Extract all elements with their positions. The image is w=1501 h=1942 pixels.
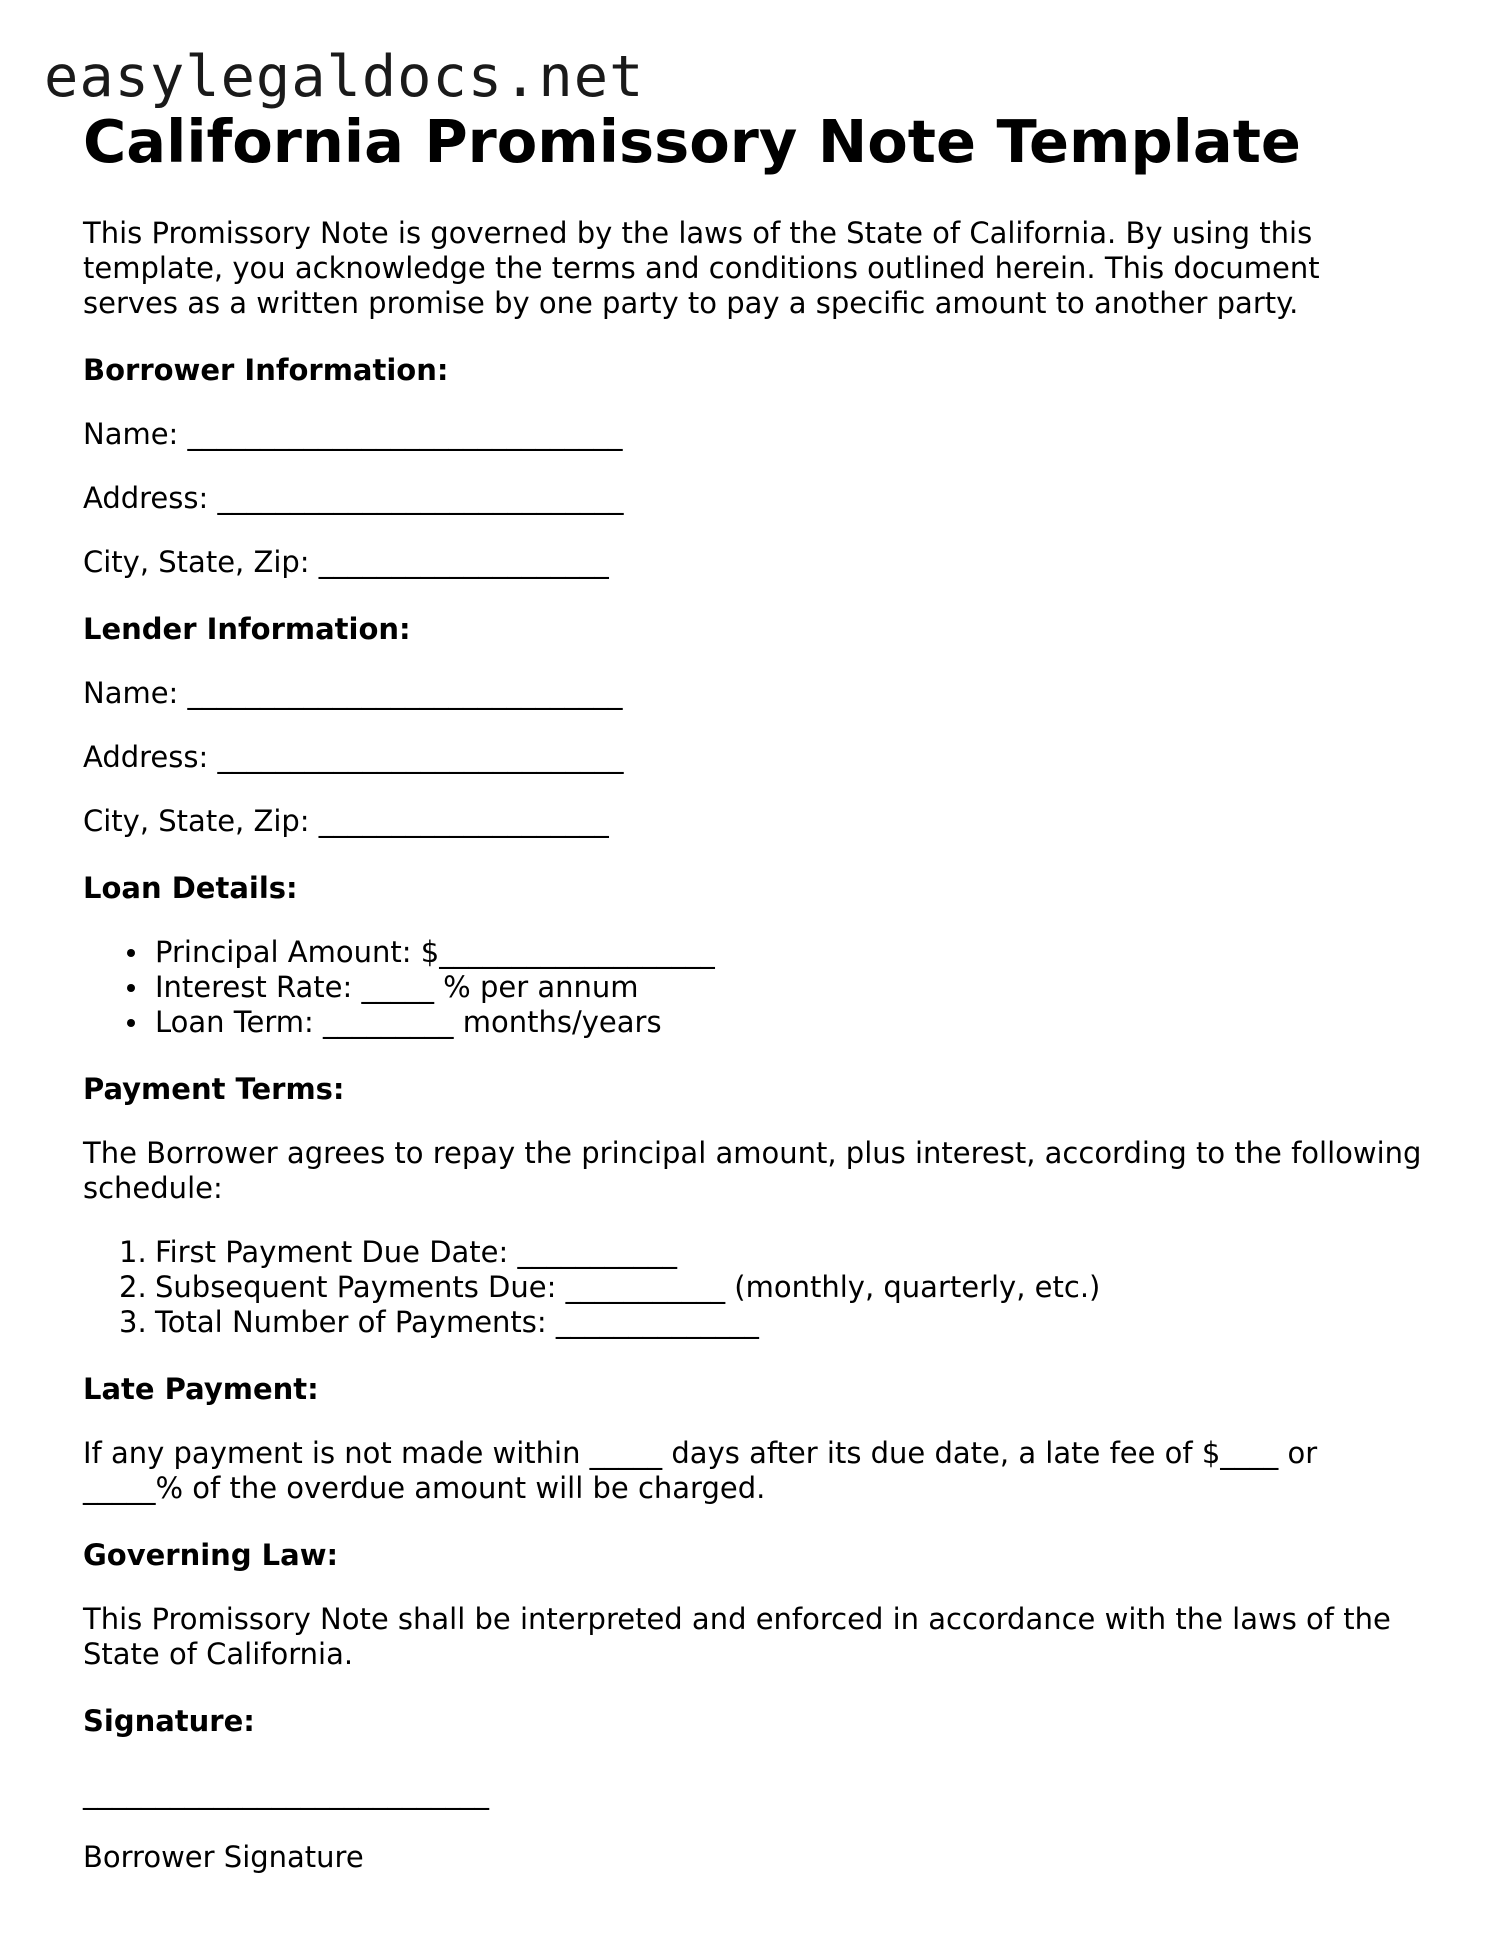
- list-item-text: Subsequent Payments Due: ___________ (monthly, quarterly, etc.): [155, 1270, 1101, 1304]
- lender-name-field: Name: ______________________________: [83, 676, 623, 710]
- lender-heading: Lender Information:: [83, 612, 411, 646]
- list-number: 1.: [119, 1235, 147, 1269]
- payment-terms-paragraph: The Borrower agrees to repay the principal amount, plus interest, according to the following schedule:: [83, 1136, 1422, 1205]
- loan-details-heading: Loan Details:: [83, 871, 298, 905]
- list-item: [119, 1235, 1423, 1270]
- lender-city-field: City, State, Zip: ____________________: [83, 804, 609, 838]
- signature-line: ____________________________: [83, 1776, 489, 1810]
- late-payment-paragraph: If any payment is not made within _____ days after its due date, a late fee of $____ or _____% of the overdue amount will be charged.: [83, 1436, 1318, 1505]
- late-payment-heading: Late Payment:: [83, 1372, 319, 1406]
- list-item: [119, 1305, 1423, 1340]
- document-page: [83, 104, 1423, 1875]
- borrower-name-field: Name: ______________________________: [83, 417, 623, 451]
- list-number: 2.: [119, 1270, 147, 1304]
- governing-law-paragraph: This Promissory Note shall be interpreted and enforced in accordance with the laws of the State of California.: [83, 1602, 1391, 1671]
- list-item: Interest Rate: _____ % per annum: [155, 970, 1423, 1005]
- payment-terms-heading: Payment Terms:: [83, 1072, 345, 1106]
- borrower-heading: Borrower Information:: [83, 353, 449, 387]
- page-title: California Promissory Note Template: [83, 107, 1301, 176]
- signature-label: Borrower Signature: [83, 1840, 364, 1874]
- governing-law-heading: Governing Law:: [83, 1538, 339, 1572]
- list-item-text: First Payment Due Date: ___________: [155, 1235, 677, 1269]
- signature-heading: Signature:: [83, 1704, 255, 1738]
- payment-schedule-list: [83, 1235, 1423, 1340]
- list-item-text: Total Number of Payments: ______________: [155, 1305, 759, 1339]
- borrower-city-field: City, State, Zip: ____________________: [83, 545, 609, 579]
- loan-details-list: [83, 935, 1423, 1040]
- list-item: Loan Term: _________ months/years: [155, 1005, 1423, 1040]
- intro-paragraph: This Promissory Note is governed by the laws of the State of California. By using this template, you acknowledge the terms and conditions outlined herein. This document serves as a written promise by one party to pay a specific amount to another party.: [83, 216, 1320, 320]
- borrower-address-field: Address: ____________________________: [83, 481, 624, 515]
- site-watermark: easylegaldocs.net: [44, 44, 645, 110]
- list-item: Principal Amount: $___________________: [155, 935, 1423, 970]
- lender-address-field: Address: ____________________________: [83, 740, 624, 774]
- list-item: [119, 1270, 1423, 1305]
- list-number: 3.: [119, 1305, 147, 1339]
